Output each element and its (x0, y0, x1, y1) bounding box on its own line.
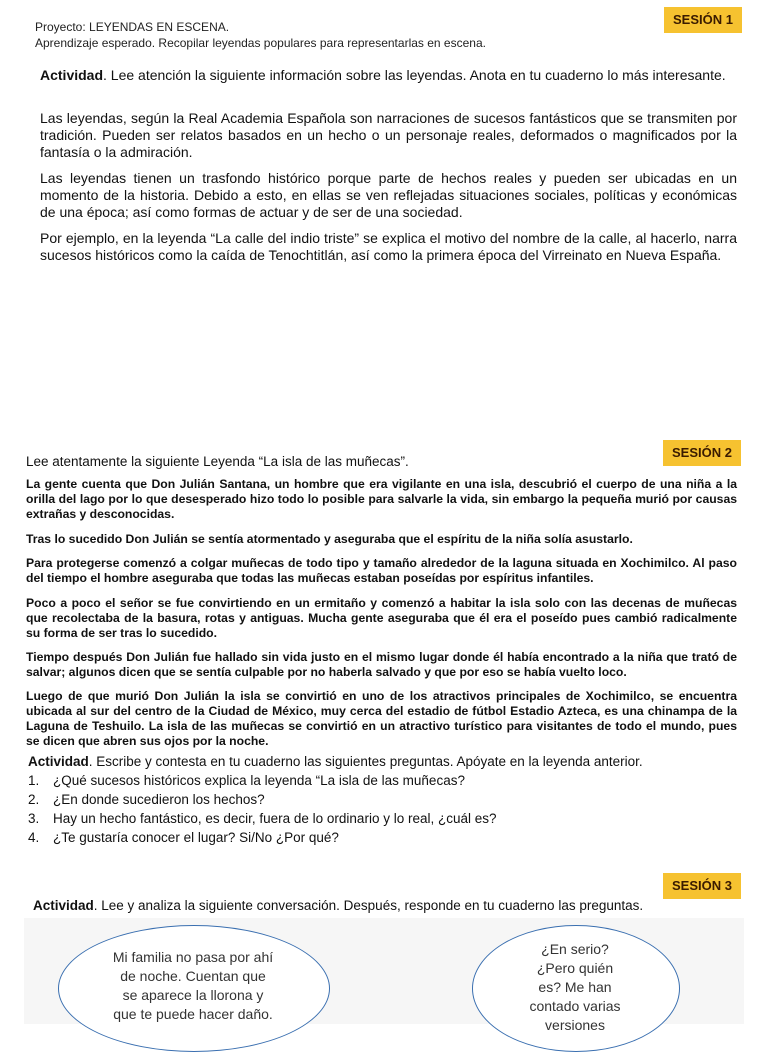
activity-text: . Lee atención la siguiente información sobre las leyendas. Anota en tu cuaderno lo más interesante. (103, 67, 726, 83)
question-text: ¿En donde sucedieron los hechos? (53, 792, 265, 807)
question-text: Hay un hecho fantástico, es decir, fuera de lo ordinario y lo real, ¿cuál es? (53, 811, 497, 826)
legend-paragraph-4: Poco a poco el señor se fue convirtiendo en un ermitaño y comenzó a habitar la isla solo con las decenas de muñecas que recolectaba de la basura, rotas y antiguas. Mucha gente aseguraba que él era el poseído pues cambió radicalmente su forma de ser tras lo sucedido. (26, 596, 737, 640)
bubble-line: se aparece la llorona y (122, 987, 264, 1003)
question-4 (28, 829, 339, 846)
legend-paragraph-3: Para protegerse comenzó a colgar muñecas de todo tipo y tamaño alrededor de la laguna situada en Xochimilco. Al paso del tiempo el hombre aseguraba que todas las muñecas estaban poseídas por espíritus infantiles. (26, 556, 737, 585)
legend-paragraph-2: Tras lo sucedido Don Julián se sentía atormentado y aseguraba que el espíritu de la niña solía asustarlo. (26, 532, 633, 546)
question-number: 4. (28, 830, 40, 845)
question-text: ¿Te gustaría conocer el lugar? Si/No ¿Por qué? (53, 830, 339, 845)
session-1-badge: SESIÓN 1 (664, 7, 742, 33)
activity-label: Actividad (33, 898, 94, 913)
session-1-activity (40, 67, 737, 84)
session-1-paragraph-3: Por ejemplo, en la leyenda “La calle del indio triste” se explica el motivo del nombre de la calle, al hacerlo, narra sucesos históricos como la caída de Tenochtitlán, así como la primera época del Virreinato en Nueva España. (40, 230, 737, 263)
bubble-line: contado varias (529, 998, 621, 1014)
activity-label: Actividad (28, 754, 89, 769)
speech-bubble-right-text (488, 940, 662, 1035)
legend-paragraph-1: La gente cuenta que Don Julián Santana, un hombre que era vigilante en una isla, descubrió el cuerpo de una niña a la orilla del lago por lo que desesperado hizo todo lo posible para salvarle la vida, sin embargo la pequeña murió por causas extrañas y desconocidas. (26, 477, 737, 521)
question-2 (28, 791, 265, 808)
question-number: 1. (28, 773, 40, 788)
bubble-line: que te puede hacer daño. (113, 1006, 273, 1022)
session-2-activity (28, 753, 740, 770)
legend-paragraph-6: Luego de que murió Don Julián la isla se convirtió en uno de los atractivos principales de Xochimilco, se encuentra ubicada al sur del centro de la Ciudad de México, muy cerca del estadio de fútbol Estadio Azteca, es una chinampa de la Laguna de Teshuilo. La isla de las muñecas se convirtió en un atractivo turístico para visitantes de todo el mundo, pues se dicen que abren sus ojos por la noche. (26, 689, 737, 748)
activity-text: . Escribe y contesta en tu cuaderno las siguientes preguntas. Apóyate en la leyenda anterior. (88, 754, 643, 769)
question-1 (28, 772, 465, 789)
session-3-activity (33, 897, 738, 914)
session-2-intro: Lee atentamente la siguiente Leyenda “La isla de las muñecas”. (26, 454, 409, 469)
question-number: 2. (28, 792, 40, 807)
project-title: Proyecto: LEYENDAS EN ESCENA. (35, 20, 230, 34)
session-1-paragraph-2: Las leyendas tienen un trasfondo histórico porque parte de hechos reales y pueden ser ubicadas en un momento de la historia. Debido a esto, en ellas se ven reflejadas situaciones sociales, políticas y económicas de una época; así como formas de actuar y de ser de una sociedad. (40, 170, 737, 220)
activity-text: . Lee y analiza la siguiente conversación. Después, responde en tu cuaderno las preguntas. (93, 898, 644, 913)
bubble-line: de noche. Cuentan que (120, 968, 266, 984)
question-3 (28, 810, 497, 827)
question-number: 3. (28, 811, 40, 826)
bubble-line: versiones (545, 1017, 605, 1033)
speech-bubble-left-text (85, 948, 301, 1024)
question-text: ¿Qué sucesos históricos explica la leyenda “La isla de las muñecas? (53, 773, 465, 788)
session-2-badge: SESIÓN 2 (663, 440, 741, 466)
bubble-line: ¿Pero quién (536, 960, 614, 976)
session-1-paragraph-1: Las leyendas, según la Real Academia Española son narraciones de sucesos fantásticos que se transmiten por tradición. Pueden ser relatos basados en un hecho o un personaje reales, deformados o magnificados por la fantasía o la admiración. (40, 110, 737, 160)
learning-expectation: Aprendizaje esperado. Recopilar leyendas populares para representarlas en escena. (35, 36, 486, 50)
session-3-badge: SESIÓN 3 (663, 873, 741, 899)
bubble-line: ¿En serio? (541, 941, 609, 957)
bubble-line: es? Me han (538, 979, 612, 995)
bubble-line: Mi familia no pasa por ahí (112, 949, 274, 965)
legend-paragraph-5: Tiempo después Don Julián fue hallado sin vida justo en el mismo lugar donde él había encontrado a la niña que trató de salvar; algunos dicen que se sentía culpable por no haberla salvado y que por eso se había vuelto loco. (26, 650, 737, 679)
activity-label: Actividad (40, 67, 104, 83)
